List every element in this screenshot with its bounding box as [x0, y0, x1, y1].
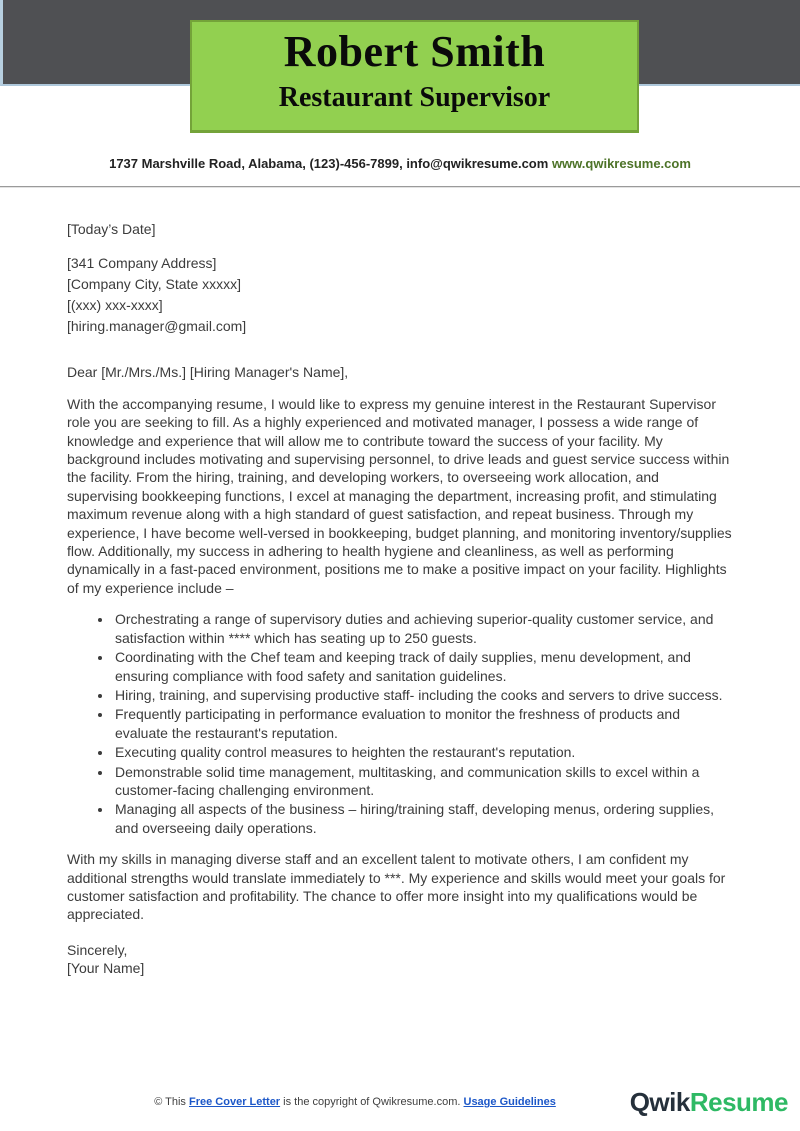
list-item: • Executing quality control measures to heighten the restaurant's reputation.	[113, 743, 733, 761]
highlights-list	[67, 610, 733, 837]
logo-text-resume: Resume	[689, 1087, 788, 1117]
recipient-address-block	[67, 253, 733, 337]
list-item: • Managing all aspects of the business – hiring/training staff, developing menus, ordering supplies, and overseeing daily operations.	[113, 800, 733, 837]
list-item: • Hiring, training, and supervising productive staff- including the cooks and servers to drive success.	[113, 686, 733, 704]
salutation: Dear [Mr./Mrs./Ms.] [Hiring Manager's Name],	[67, 364, 349, 381]
address-line: [341 Company Address]	[67, 255, 217, 272]
list-item: • Demonstrable solid time management, multitasking, and communication skills to excel within a customer-facing challenging environment.	[113, 763, 733, 800]
list-item: • Orchestrating a range of supervisory duties and achieving superior-quality customer service, and satisfaction within **** which has seating up to 250 guests.	[113, 610, 733, 647]
signoff-block	[67, 941, 733, 978]
qwikresume-logo	[630, 1087, 788, 1118]
list-item: • Coordinating with the Chef team and keeping track of daily supplies, menu development, and ensuring compliance with food safety and sanitation guidelines.	[113, 648, 733, 685]
header	[0, 0, 800, 186]
address-line: [Company City, State xxxxx]	[67, 276, 242, 293]
person-title: Restaurant Supervisor	[278, 81, 551, 113]
name-banner	[190, 20, 639, 133]
header-divider	[0, 186, 800, 188]
website-link[interactable]: www.qwikresume.com	[551, 156, 691, 171]
footer	[0, 1087, 800, 1125]
free-cover-letter-link[interactable]: Free Cover Letter	[189, 1096, 281, 1108]
copyright-prefix: © This	[154, 1096, 189, 1108]
body-paragraph-1: With the accompanying resume, I would like to express my genuine interest in the Restaurant Supervisor role you are seeking to fill. As a highly experienced and motivated manager, I possess a wide range of knowledge and experience that will allow me to contribute toward the success of your facility. My background includes motivating and supervising personnel, to drive leads and guest service success within the facility. From the hiring, training, and developing workers, to overseeing work allocation, and supervising bookkeeping functions, I excel at managing the department, increasing profit, and stimulating maximum revenue along with a high standard of guest satisfaction, and repeat business. Through my experience, I have become well-versed in bookkeeping, budget planning, and monitoring inventory/supplies flow. Additionally, my success in adhering to health hygiene and cleanliness, as well as performing dynamically in a fast-paced environment, positions me to make a positive impact on your facility. Highlights of my experience include –	[67, 395, 732, 596]
address-line: [hiring.manager@gmail.com]	[67, 318, 247, 335]
date-placeholder: [Today’s Date]	[67, 221, 156, 237]
address-line: [(xxx) xxx-xxxx]	[67, 297, 163, 314]
closing: Sincerely,	[67, 941, 128, 958]
list-item: • Frequently participating in performance evaluation to monitor the freshness of products and evaluate the restaurant's reputation.	[113, 705, 733, 742]
copyright-line	[0, 1096, 710, 1108]
letter-body	[0, 220, 800, 978]
copyright-middle: is the copyright of Qwikresume.com.	[280, 1096, 464, 1108]
signature-placeholder: [Your Name]	[67, 960, 145, 977]
body-paragraph-2: With my skills in managing diverse staff and an excellent talent to motivate others, I am confident my additional strengths would translate immediately to ***. My experience and skills would meet your goals for customer satisfaction and profitability. The chance to offer more insight into my qualifications would be appreciated.	[67, 851, 726, 923]
logo-text-qwik: Qwik	[629, 1087, 690, 1117]
contact-line	[0, 156, 800, 171]
usage-guidelines-link[interactable]: Usage Guidelines	[463, 1096, 556, 1108]
person-name: Robert Smith	[283, 27, 546, 76]
contact-text: 1737 Marshville Road, Alabama, (123)-456-7899, info@qwikresume.com	[109, 156, 549, 171]
